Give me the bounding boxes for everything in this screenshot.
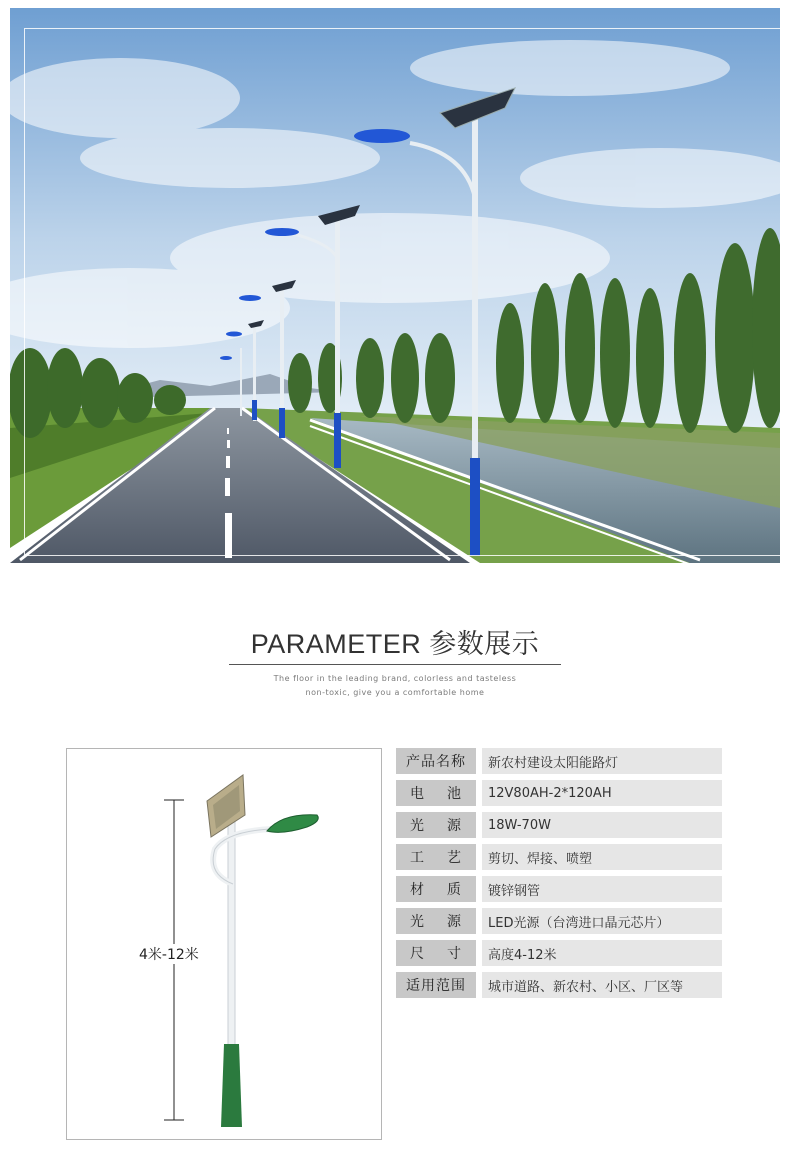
spec-row [396, 972, 722, 998]
spec-value: 18W-70W [482, 812, 722, 838]
spec-key-char: 池 [447, 786, 462, 802]
spec-key: 适用范围 [396, 972, 476, 998]
spec-key [396, 812, 476, 838]
lamp-arm [213, 829, 272, 884]
spec-key: 产品名称 [396, 748, 476, 774]
spec-row [396, 780, 722, 806]
hero-image [10, 8, 780, 563]
spec-key [396, 780, 476, 806]
section-subtitle-line2: non-toxic, give you a comfortable home [305, 688, 485, 697]
spec-table [396, 748, 722, 1004]
spec-key-char: 光 [410, 818, 425, 834]
spec-row [396, 748, 722, 774]
spec-row [396, 844, 722, 870]
spec-key [396, 940, 476, 966]
product-lamp-illustration [67, 749, 381, 1139]
height-label: 4米-12米 [137, 944, 201, 964]
spec-key-char: 工 [410, 850, 425, 866]
spec-key-char: 源 [447, 914, 462, 930]
spec-value: 高度4-12米 [482, 940, 722, 966]
spec-value: 城市道路、新农村、小区、厂区等 [482, 972, 722, 998]
spec-key-char: 源 [447, 818, 462, 834]
spec-key-char: 光 [410, 914, 425, 930]
section-title: PARAMETER 参数展示 [229, 622, 562, 665]
spec-key [396, 908, 476, 934]
spec-row [396, 940, 722, 966]
hero-scene [10, 8, 780, 563]
section-title-wrap [0, 622, 790, 665]
spec-value: LED光源（台湾进口晶元芯片） [482, 908, 722, 934]
spec-key [396, 876, 476, 902]
product-image-box [66, 748, 382, 1140]
spec-key [396, 844, 476, 870]
section-subtitle-line1: The floor in the leading brand, colorless and tasteless [273, 674, 517, 683]
spec-row [396, 812, 722, 838]
spec-key-char: 电 [410, 786, 425, 802]
spec-value: 剪切、焊接、喷塑 [482, 844, 722, 870]
spec-key-char: 质 [447, 882, 462, 898]
spec-row [396, 876, 722, 902]
spec-value: 镀锌钢管 [482, 876, 722, 902]
spec-key-char: 尺 [410, 946, 425, 962]
spec-row [396, 908, 722, 934]
spec-key-char: 材 [410, 882, 425, 898]
pole-base [221, 1044, 242, 1127]
lamp-head [267, 815, 318, 833]
spec-value: 新农村建设太阳能路灯 [482, 748, 722, 774]
spec-key-char: 艺 [447, 850, 462, 866]
pole [228, 809, 235, 1049]
spec-value: 12V80AH-2*120AH [482, 780, 722, 806]
spec-key-char: 寸 [447, 946, 462, 962]
